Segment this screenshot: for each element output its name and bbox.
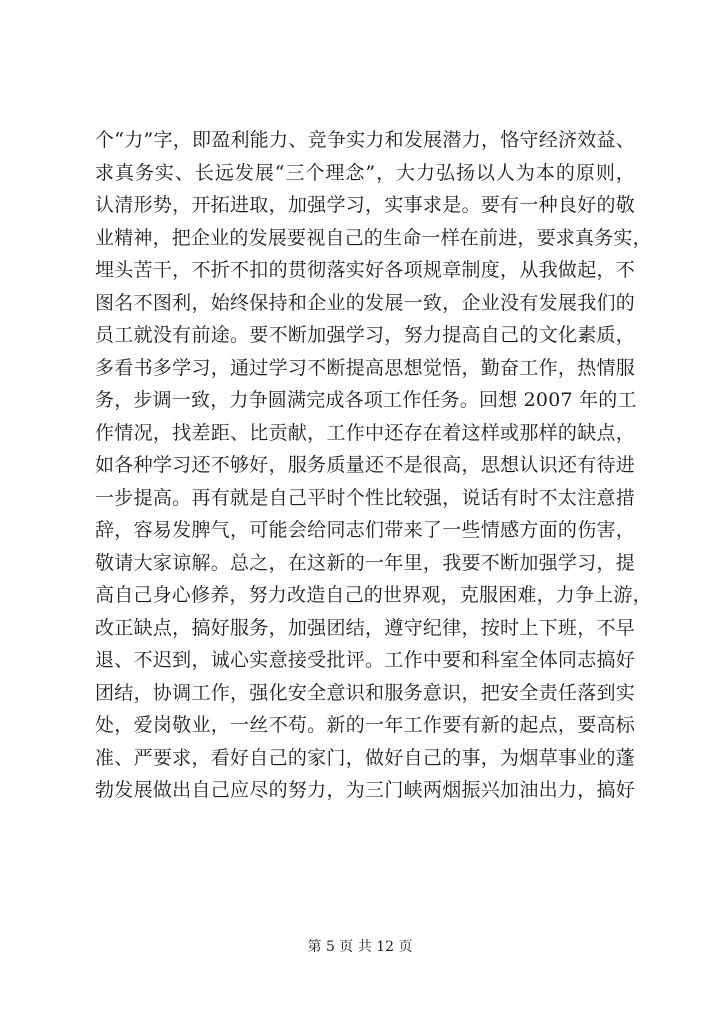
text-line: 勃发展做出自己应尽的努力，为三门峡两烟振兴加油出力，搞好 [95, 779, 635, 801]
text-line: 认清形势，开拓进取，加强学习，实事求是。要有一种良好的敬 [95, 194, 635, 216]
text-line: 业精神，把企业的发展要视自己的生命一样在前进，要求真务实， [95, 226, 652, 249]
text-line: 一步提高。再有就是自己平时个性比较强，说话有时不太注意措 [95, 486, 635, 509]
text-line: 敬请大家谅解。总之，在这新的一年里，我要不断加强学习，提 [95, 551, 635, 574]
text-line: 退、不迟到，诚心实意接受批评。工作中要和科室全体同志搞好 [95, 649, 635, 671]
text-line: 多看书多学习，通过学习不断提高思想觉悟，勤奋工作，热情服 [95, 356, 635, 379]
page-number: 第 5 页 共 12 页 [307, 939, 413, 955]
text-line: 改正缺点，搞好服务，加强团结，遵守纪律，按时上下班，不早 [95, 616, 635, 639]
text-line: 求真务实、长远发展“三个理念”，大力弘扬以人为本的原则， [95, 161, 635, 184]
text-line: 图名不图利，始终保持和企业的发展一致，企业没有发展我们的 [95, 291, 635, 314]
text-line: 准、严要求，看好自己的家门，做好自己的事，为烟草事业的蓬 [95, 746, 635, 769]
body-text [95, 124, 652, 807]
text-line: 务，步调一致，力争圆满完成各项工作任务。回想 2007 年的工 [95, 389, 637, 411]
text-line: 作情况，找差距、比贡献，工作中还存在着这样或那样的缺点， [95, 421, 635, 444]
text-line: 高自己身心修养，努力改造自己的世界观，克服困难，力争上游， [95, 584, 652, 606]
text-line: 团结，协调工作，强化安全意识和服务意识，把安全责任落到实 [95, 681, 635, 704]
text-line: 如各种学习还不够好，服务质量还不是很高，思想认识还有待进 [95, 454, 635, 476]
text-line: 埋头苦干，不折不扣的贯彻落实好各项规章制度，从我做起，不 [95, 259, 635, 281]
text-line: 辞，容易发脾气，可能会给同志们带来了一些情感方面的伤害， [95, 519, 635, 541]
text-line: 员工就没有前途。要不断加强学习，努力提高自己的文化素质， [95, 324, 635, 346]
text-line: 处，爱岗敬业，一丝不苟。新的一年工作要有新的起点，要高标 [95, 714, 635, 736]
text-line: 个“力”字，即盈利能力、竞争实力和发展潜力，恪守经济效益、 [95, 129, 635, 151]
